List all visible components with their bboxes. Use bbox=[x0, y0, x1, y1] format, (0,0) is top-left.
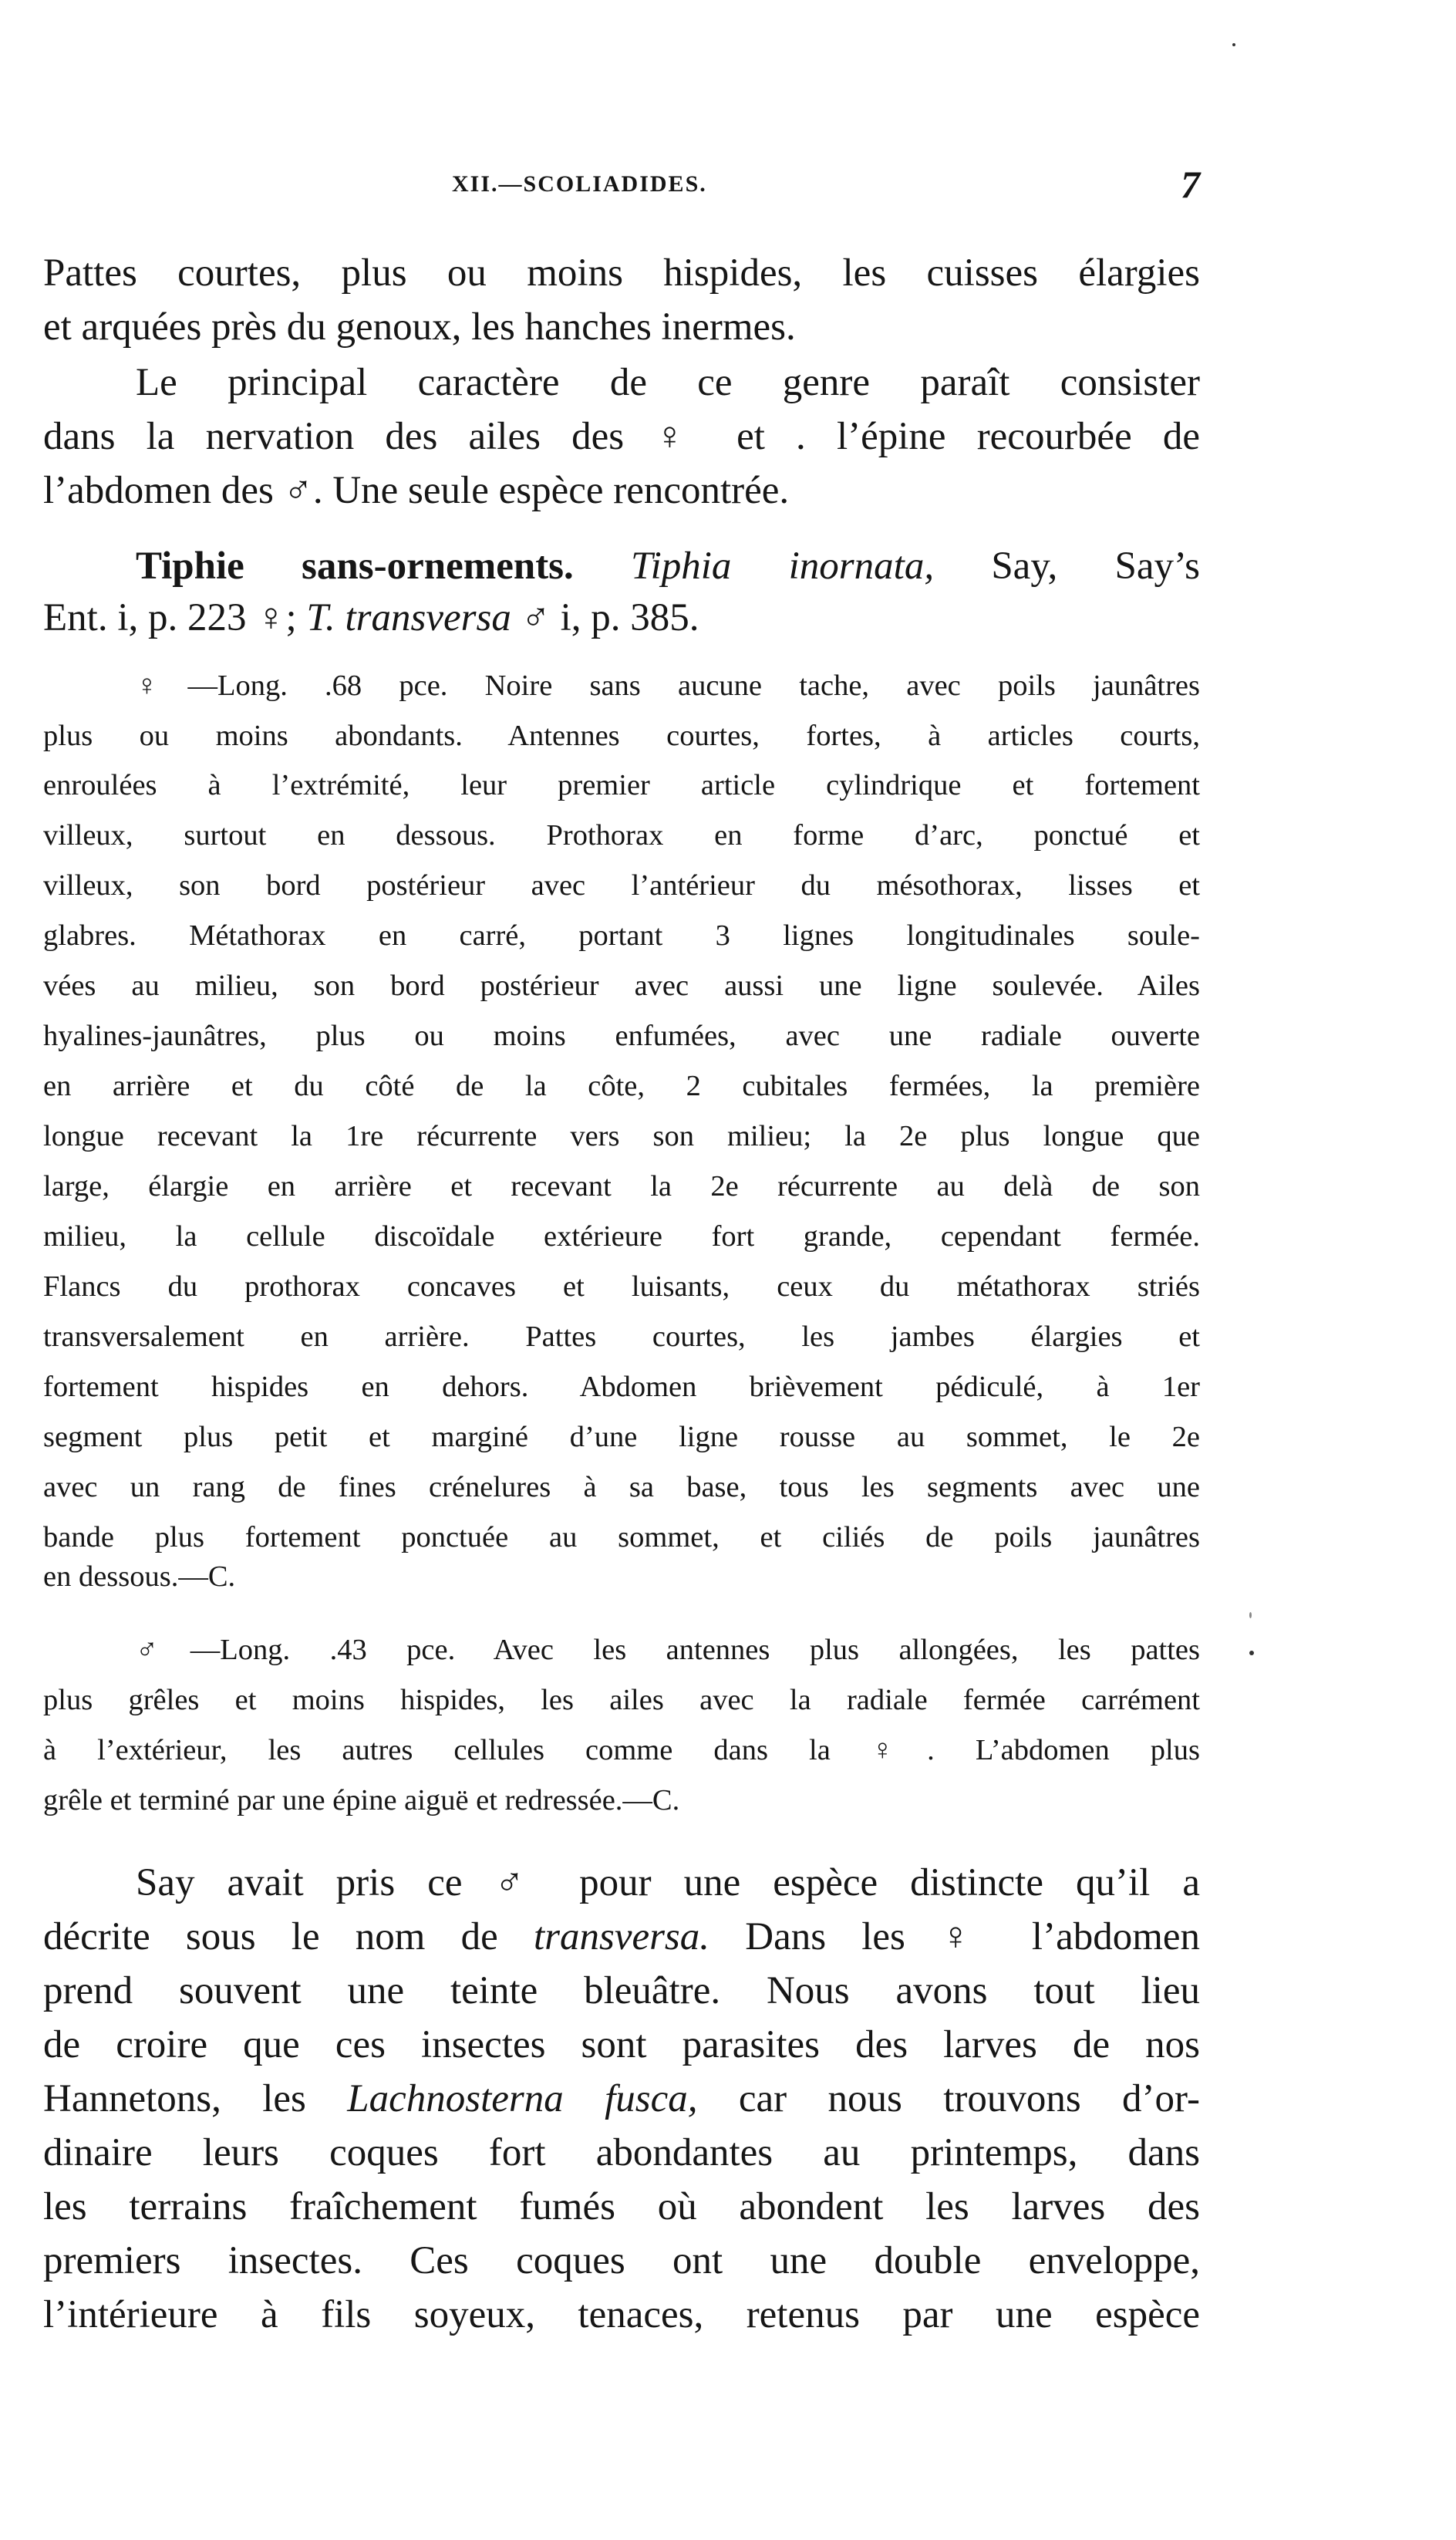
female-line: segment plus petit et marginé d’une ligne rousse au sommet, le 2e bbox=[43, 1421, 1200, 1453]
italic-term: transversa. bbox=[533, 1915, 710, 1958]
female-line: avec un rang de fines crénelures à sa base, tous les segments avec une bbox=[43, 1471, 1200, 1503]
text-line-with-italic bbox=[43, 1913, 1200, 1962]
female-line: villeux, son bord postérieur avec l’antérieur du mésothorax, lisses et bbox=[43, 869, 1200, 902]
male-line: grêle et terminé par une épine aiguë et redressée.—C. bbox=[43, 1784, 680, 1816]
scientific-name: Tiphia inornata, bbox=[631, 545, 935, 588]
citation-ref-end: ♂ i, p. 385. bbox=[521, 596, 699, 639]
text-line: dans la nervation des ailes des ♀ et . l’épine recourbée de bbox=[43, 415, 1200, 458]
female-line: en arrière et du côté de la côte, 2 cubitales fermées, la première bbox=[43, 1070, 1200, 1102]
female-line: glabres. Métathorax en carré, portant 3 lignes longitudinales soule- bbox=[43, 919, 1200, 952]
scan-speck bbox=[1249, 1612, 1252, 1618]
common-name: Tiphie sans-ornements. bbox=[136, 545, 574, 588]
text-run: décrite sous le nom de bbox=[43, 1915, 498, 1958]
female-line: plus ou moins abondants. Antennes courtes, fortes, à articles courts, bbox=[43, 720, 1200, 752]
text-line: de croire que ces insectes sont parasites des larves de nos bbox=[43, 2023, 1200, 2066]
text-line: et arquées près du genoux, les hanches inermes. bbox=[43, 305, 796, 349]
species-heading-line2 bbox=[43, 594, 1200, 643]
scan-speck bbox=[1232, 43, 1235, 46]
female-line: longue recevant la 1re récurrente vers son milieu; la 2e plus longue que bbox=[43, 1120, 1200, 1152]
female-line: vées au milieu, son bord postérieur avec aussi une ligne soulevée. Ailes bbox=[43, 970, 1200, 1002]
female-line: milieu, la cellule discoïdale extérieure fort grande, cependant fermée. bbox=[43, 1220, 1200, 1253]
male-line: à l’extérieur, les autres cellules comme dans la ♀. L’abdomen plus bbox=[43, 1734, 1200, 1766]
citation-ref: Ent. i, p. 223 ♀; bbox=[43, 596, 297, 639]
synonym-name: T. transversa bbox=[306, 596, 511, 639]
female-line: en dessous.—C. bbox=[43, 1560, 236, 1593]
page-header bbox=[43, 163, 1200, 218]
text-run: Hannetons, les bbox=[43, 2077, 306, 2120]
text-line: premiers insectes. Ces coques ont une double enveloppe, bbox=[43, 2239, 1200, 2282]
text-line: les terrains fraîchement fumés où abondent les larves des bbox=[43, 2185, 1200, 2228]
text-run: Dans les ♀ l’abdomen bbox=[745, 1915, 1200, 1958]
female-line: enroulées à l’extrémité, leur premier article cylindrique et fortement bbox=[43, 769, 1200, 801]
female-line: villeux, surtout en dessous. Prothorax en forme d’arc, ponctué et bbox=[43, 819, 1200, 852]
text-line: Le principal caractère de ce genre paraît consister bbox=[136, 361, 1200, 404]
text-line: Say avait pris ce ♂ pour une espèce distincte qu’il a bbox=[136, 1861, 1200, 1904]
male-line: ♂—Long. .43 pce. Avec les antennes plus allongées, les pattes bbox=[136, 1634, 1200, 1666]
running-head: XII.—SCOLIADIDES. bbox=[452, 171, 707, 197]
male-line: plus grêles et moins hispides, les ailes avec la radiale fermée carrément bbox=[43, 1684, 1200, 1716]
scan-speck bbox=[1249, 1651, 1254, 1655]
female-line: fortement hispides en dehors. Abdomen brièvement pédiculé, à 1er bbox=[43, 1371, 1200, 1403]
text-line: l’intérieure à fils soyeux, tenaces, retenus par une espèce bbox=[43, 2293, 1200, 2336]
text-run: car nous trouvons d’or- bbox=[738, 2077, 1200, 2120]
text-line: dinaire leurs coques fort abondantes au printemps, dans bbox=[43, 2131, 1200, 2174]
female-line: ♀—Long. .68 pce. Noire sans aucune tache, avec poils jaunâtres bbox=[136, 670, 1200, 702]
text-line: Pattes courtes, plus ou moins hispides, les cuisses élargies bbox=[43, 251, 1200, 295]
female-line: large, élargie en arrière et recevant la 2e récurrente au delà de son bbox=[43, 1170, 1200, 1203]
female-line: hyalines-jaunâtres, plus ou moins enfumées, avec une radiale ouverte bbox=[43, 1020, 1200, 1052]
text-line: prend souvent une teinte bleuâtre. Nous avons tout lieu bbox=[43, 1969, 1200, 2012]
citation: Say, Say’s bbox=[991, 545, 1200, 588]
text-line-with-italic bbox=[43, 2075, 1200, 2124]
female-line: bande plus fortement ponctuée au sommet, et ciliés de poils jaunâtres bbox=[43, 1521, 1200, 1553]
female-line: Flancs du prothorax concaves et luisants, ceux du métathorax striés bbox=[43, 1270, 1200, 1303]
species-heading bbox=[136, 542, 1200, 592]
italic-term: Lachnosterna fusca, bbox=[347, 2077, 698, 2120]
page-number: 7 bbox=[1181, 163, 1200, 206]
female-line: transversalement en arrière. Pattes courtes, les jambes élargies et bbox=[43, 1321, 1200, 1353]
text-line: l’abdomen des ♂. Une seule espèce rencontrée. bbox=[43, 469, 790, 512]
